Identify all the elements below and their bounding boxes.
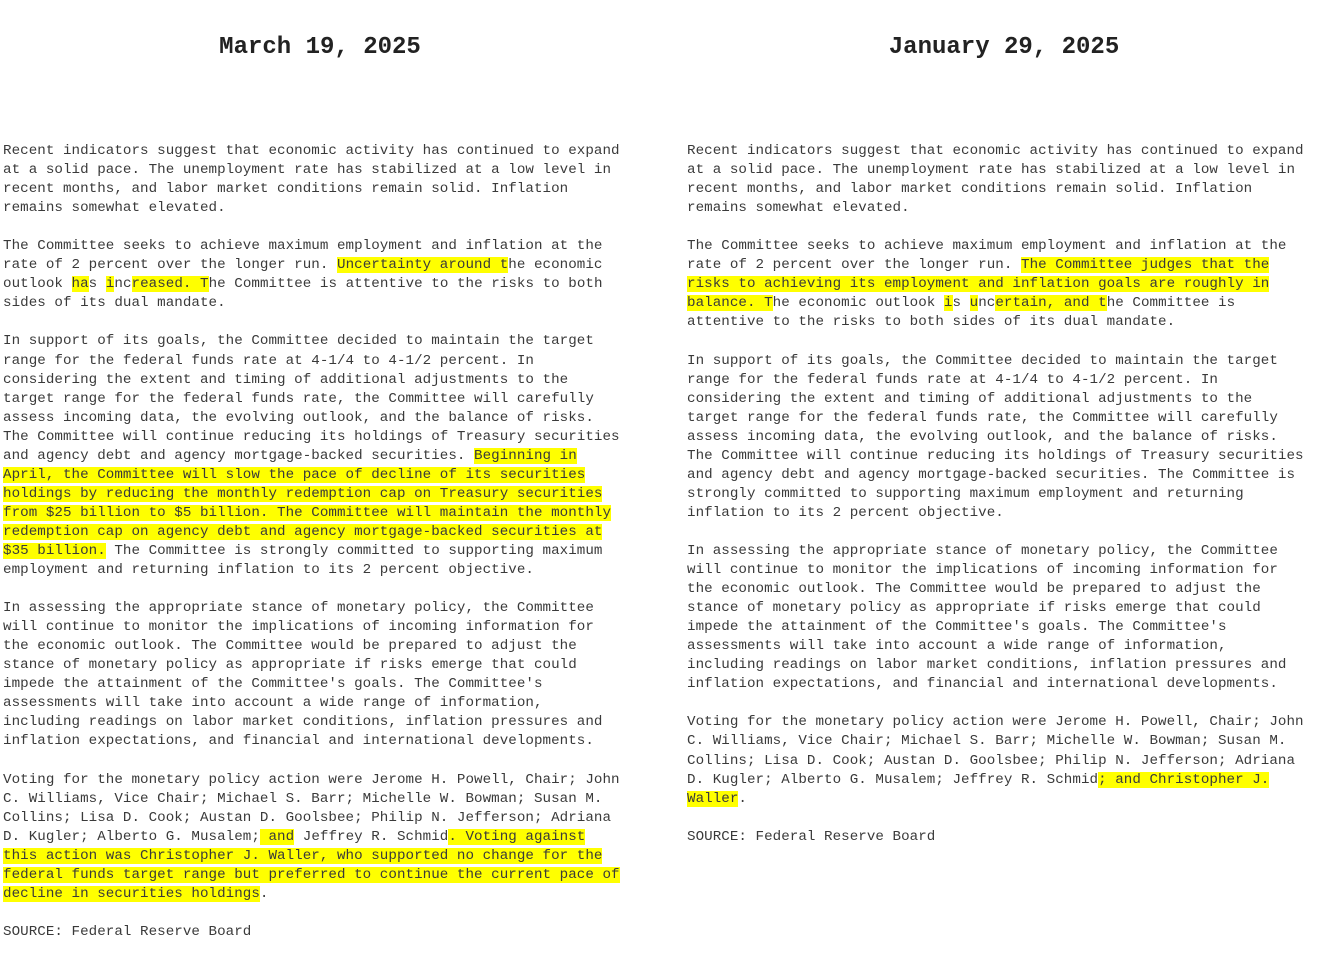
highlighted-text: The Committee judges that the — [1021, 257, 1270, 274]
text-segment: The Committee seeks to achieve maximum employment and inflation at the — [3, 238, 603, 255]
text-line — [3, 447, 620, 466]
text-line — [687, 599, 1304, 618]
text-segment: In support of its goals, the Committee decided to maintain the target — [687, 352, 1278, 369]
text-segment: stance of monetary policy as appropriate if risks emerge that could — [687, 600, 1261, 617]
highlighted-text: Uncertainty around t — [337, 257, 509, 274]
text-line — [3, 180, 620, 199]
highlighted-text: from $25 billion to $5 billion. The Committee will maintain the monthly — [3, 504, 612, 521]
text-segment: The Committee will continue reducing its holdings of Treasury securities — [687, 447, 1304, 464]
text-segment: Recent indicators suggest that economic activity has continued to expand — [3, 143, 620, 159]
statement-body — [3, 142, 620, 942]
text-segment: considering the extent and timing of additional adjustments to the — [3, 371, 569, 388]
text-line — [687, 485, 1304, 504]
text-line — [3, 561, 620, 580]
highlighted-text: i — [943, 295, 953, 312]
text-segment: Recent indicators suggest that economic activity has continued to expand — [687, 143, 1304, 159]
text-segment: recent months, and labor market conditions remain solid. Inflation — [3, 181, 569, 198]
text-segment: impede the attainment of the Committee's goals. The Committee's — [687, 619, 1227, 636]
highlighted-text: i — [105, 276, 115, 293]
text-line — [687, 409, 1304, 428]
text-line — [687, 142, 1304, 161]
text-segment: assessments will take into account a wide range of information, — [3, 695, 543, 712]
text-line — [3, 485, 620, 504]
highlighted-text: ha — [71, 276, 89, 293]
text-line — [3, 237, 620, 256]
text-line — [3, 371, 620, 390]
text-segment: D. Kugler; Alberto G. Musalem; — [3, 828, 260, 845]
text-segment: C. Williams, Vice Chair; Michael S. Barr; Michelle W. Bowman; Susan M. — [687, 733, 1287, 750]
text-line — [3, 790, 620, 809]
text-segment: recent months, and labor market conditions remain solid. Inflation — [687, 181, 1253, 198]
blank-line — [3, 904, 620, 923]
text-segment: remains somewhat elevated. — [3, 200, 226, 217]
text-line — [3, 275, 620, 294]
text-line — [687, 275, 1304, 294]
text-line — [3, 618, 620, 637]
highlighted-text: . Voting against — [448, 828, 586, 845]
text-segment: will continue to monitor the implications of incoming information for — [3, 619, 594, 636]
text-line — [3, 409, 620, 428]
text-segment: he economic outlook — [772, 295, 944, 312]
text-segment: considering the extent and timing of additional adjustments to the — [687, 390, 1253, 407]
text-line — [687, 637, 1304, 656]
highlighted-text: this action was Christopher J. Waller, who supported no change for the — [3, 847, 603, 864]
text-line — [687, 352, 1304, 371]
text-segment: The Committee will continue reducing its holdings of Treasury securities — [3, 428, 620, 445]
text-segment: he economic — [508, 257, 603, 274]
text-segment: SOURCE: Federal Reserve Board — [3, 923, 252, 940]
text-line — [687, 542, 1304, 561]
statement-date: March 19, 2025 — [219, 34, 421, 61]
text-segment: inflation expectations, and financial and international developments. — [3, 733, 594, 750]
text-line — [3, 694, 620, 713]
text-line — [687, 561, 1304, 580]
text-line — [3, 523, 620, 542]
text-segment: attentive to the risks to both sides of its dual mandate. — [687, 314, 1176, 331]
text-line — [3, 675, 620, 694]
text-line — [3, 161, 620, 180]
highlighted-text: federal funds target range but preferred to continue the current pace of — [3, 866, 620, 883]
text-segment: nc — [114, 276, 132, 293]
text-segment: In support of its goals, the Committee decided to maintain the target — [3, 333, 594, 350]
text-line — [3, 885, 620, 904]
text-line — [687, 752, 1304, 771]
text-line — [3, 542, 620, 561]
text-line — [687, 237, 1304, 256]
text-segment: SOURCE: Federal Reserve Board — [687, 828, 936, 845]
text-line — [3, 923, 620, 942]
blank-line — [687, 523, 1304, 542]
text-segment: range for the federal funds rate at 4-1/4 to 4-1/2 percent. In — [3, 352, 534, 369]
text-segment: including readings on labor market conditions, inflation pressures and — [687, 657, 1287, 674]
text-line — [3, 352, 620, 371]
highlighted-text: April, the Committee will slow the pace of decline of its securities — [3, 466, 586, 483]
statement-date: January 29, 2025 — [888, 34, 1120, 61]
text-segment: . — [738, 790, 747, 807]
text-line — [687, 371, 1304, 390]
text-segment: nc — [978, 295, 996, 312]
text-line — [687, 313, 1304, 332]
text-line — [687, 199, 1304, 218]
text-line — [687, 713, 1304, 732]
highlighted-text: balance. T — [687, 295, 773, 312]
blank-line — [687, 809, 1304, 828]
text-segment: the economic outlook. The Committee would be prepared to adjust the — [687, 581, 1261, 598]
text-segment: Voting for the monetary policy action were Jerome H. Powell, Chair; John — [3, 771, 620, 788]
text-line — [687, 732, 1304, 751]
blank-line — [3, 218, 620, 237]
text-segment: and agency debt and agency mortgage-backed securities. The Committee is — [687, 466, 1296, 483]
text-segment: at a solid pace. The unemployment rate has stabilized at a low level in — [3, 162, 612, 179]
text-segment: Collins; Lisa D. Cook; Austan D. Goolsbee; Philip N. Jefferson; Adriana — [687, 752, 1296, 769]
text-line — [3, 656, 620, 675]
text-line — [3, 466, 620, 485]
highlighted-text: ertain, and t — [995, 295, 1107, 312]
highlighted-text: redemption cap on agency debt and agency mortgage-backed securities at — [3, 523, 603, 540]
text-segment: assess incoming data, the evolving outlook, and the balance of risks. — [687, 428, 1278, 445]
text-segment: rate of 2 percent over the longer run. — [3, 257, 337, 274]
text-line — [687, 161, 1304, 180]
text-line — [3, 637, 620, 656]
text-line — [3, 199, 620, 218]
text-segment: the economic outlook. The Committee would be prepared to adjust the — [3, 638, 577, 655]
text-line — [687, 618, 1304, 637]
text-line — [3, 390, 620, 409]
text-segment: remains somewhat elevated. — [687, 200, 910, 217]
text-line — [3, 332, 620, 351]
text-line — [687, 771, 1304, 790]
text-line — [3, 294, 620, 313]
text-segment: inflation to its 2 percent objective. — [687, 504, 1004, 521]
highlighted-text: and — [259, 828, 295, 845]
text-segment: he Committee is attentive to the risks to both — [208, 276, 603, 293]
blank-line — [3, 580, 620, 599]
text-segment: Jeffrey R. Schmid — [294, 828, 449, 845]
highlighted-text: risks to achieving its employment and inflation goals are roughly in — [687, 276, 1270, 293]
text-segment: rate of 2 percent over the longer run. — [687, 257, 1021, 274]
text-segment: In assessing the appropriate stance of monetary policy, the Committee — [3, 600, 594, 617]
highlighted-text: reased. T — [131, 276, 209, 293]
text-segment: he Committee is — [1106, 295, 1236, 312]
text-segment: . — [259, 885, 269, 902]
text-line — [687, 466, 1304, 485]
text-segment: The Committee seeks to achieve maximum employment and inflation at the — [687, 238, 1287, 255]
blank-line — [687, 694, 1304, 713]
text-line — [3, 828, 620, 847]
blank-line — [687, 332, 1304, 351]
text-line — [687, 675, 1304, 694]
text-segment: employment and returning inflation to its 2 percent objective. — [3, 562, 534, 579]
text-segment: Voting for the monetary policy action were Jerome H. Powell, Chair; John — [687, 714, 1304, 731]
text-line — [3, 713, 620, 732]
text-segment: s — [952, 295, 970, 312]
text-segment: at a solid pace. The unemployment rate has stabilized at a low level in — [687, 162, 1296, 179]
text-segment: D. Kugler; Alberto G. Musalem; Jeffrey R. Schmid — [687, 771, 1099, 788]
text-segment: range for the federal funds rate at 4-1/4 to 4-1/2 percent. In — [687, 371, 1218, 388]
text-line — [3, 599, 620, 618]
text-segment: The Committee is strongly committed to supporting maximum — [105, 542, 603, 559]
text-line — [687, 790, 1304, 809]
text-line — [3, 809, 620, 828]
highlighted-text: Beginning in — [474, 447, 577, 464]
blank-line — [3, 313, 620, 332]
text-segment: will continue to monitor the implications of incoming information for — [687, 562, 1278, 579]
text-segment: strongly committed to supporting maximum employment and returning — [687, 485, 1244, 502]
text-segment: stance of monetary policy as appropriate if risks emerge that could — [3, 657, 577, 674]
highlighted-text: decline in securities holdings — [3, 885, 260, 902]
highlighted-text: holdings by reducing the monthly redemption cap on Treasury securities — [3, 485, 603, 502]
text-line — [687, 504, 1304, 523]
text-line — [3, 256, 620, 275]
text-line — [3, 428, 620, 447]
text-line — [687, 447, 1304, 466]
text-segment: In assessing the appropriate stance of monetary policy, the Committee — [687, 542, 1278, 559]
statement-march-2025 — [3, 0, 651, 940]
text-line — [687, 180, 1304, 199]
text-line — [3, 866, 620, 885]
text-segment: Collins; Lisa D. Cook; Austan D. Goolsbee; Philip N. Jefferson; Adriana — [3, 809, 612, 826]
text-line — [687, 580, 1304, 599]
text-segment: outlook — [3, 276, 72, 293]
text-segment: target range for the federal funds rate, the Committee will carefully — [3, 390, 594, 407]
highlighted-text: ; and Christopher J. — [1098, 771, 1270, 788]
statement-january-2025 — [687, 0, 1335, 845]
text-segment: assess incoming data, the evolving outlook, and the balance of risks. — [3, 409, 594, 426]
highlighted-text: $35 billion. — [3, 542, 106, 559]
statement-body — [687, 142, 1304, 847]
highlighted-text: u — [969, 295, 979, 312]
text-segment: inflation expectations, and financial and international developments. — [687, 676, 1278, 693]
text-segment: and agency debt and agency mortgage-backed securities. — [3, 447, 475, 464]
text-line — [3, 732, 620, 751]
text-line — [3, 771, 620, 790]
highlighted-text: Waller — [687, 790, 739, 807]
text-line — [687, 256, 1304, 275]
blank-line — [687, 218, 1304, 237]
text-line — [687, 828, 1304, 847]
text-line — [3, 504, 620, 523]
text-segment: assessments will take into account a wide range of information, — [687, 638, 1227, 655]
text-segment: sides of its dual mandate. — [3, 295, 226, 312]
text-line — [3, 847, 620, 866]
text-line — [687, 656, 1304, 675]
text-segment: impede the attainment of the Committee's goals. The Committee's — [3, 676, 543, 693]
blank-line — [3, 752, 620, 771]
text-line — [687, 390, 1304, 409]
text-line — [3, 142, 620, 161]
text-segment: including readings on labor market conditions, inflation pressures and — [3, 714, 603, 731]
text-line — [687, 294, 1304, 313]
text-segment: C. Williams, Vice Chair; Michael S. Barr; Michelle W. Bowman; Susan M. — [3, 790, 603, 807]
text-line — [687, 428, 1304, 447]
text-segment: target range for the federal funds rate, the Committee will carefully — [687, 409, 1278, 426]
text-segment: s — [88, 276, 106, 293]
